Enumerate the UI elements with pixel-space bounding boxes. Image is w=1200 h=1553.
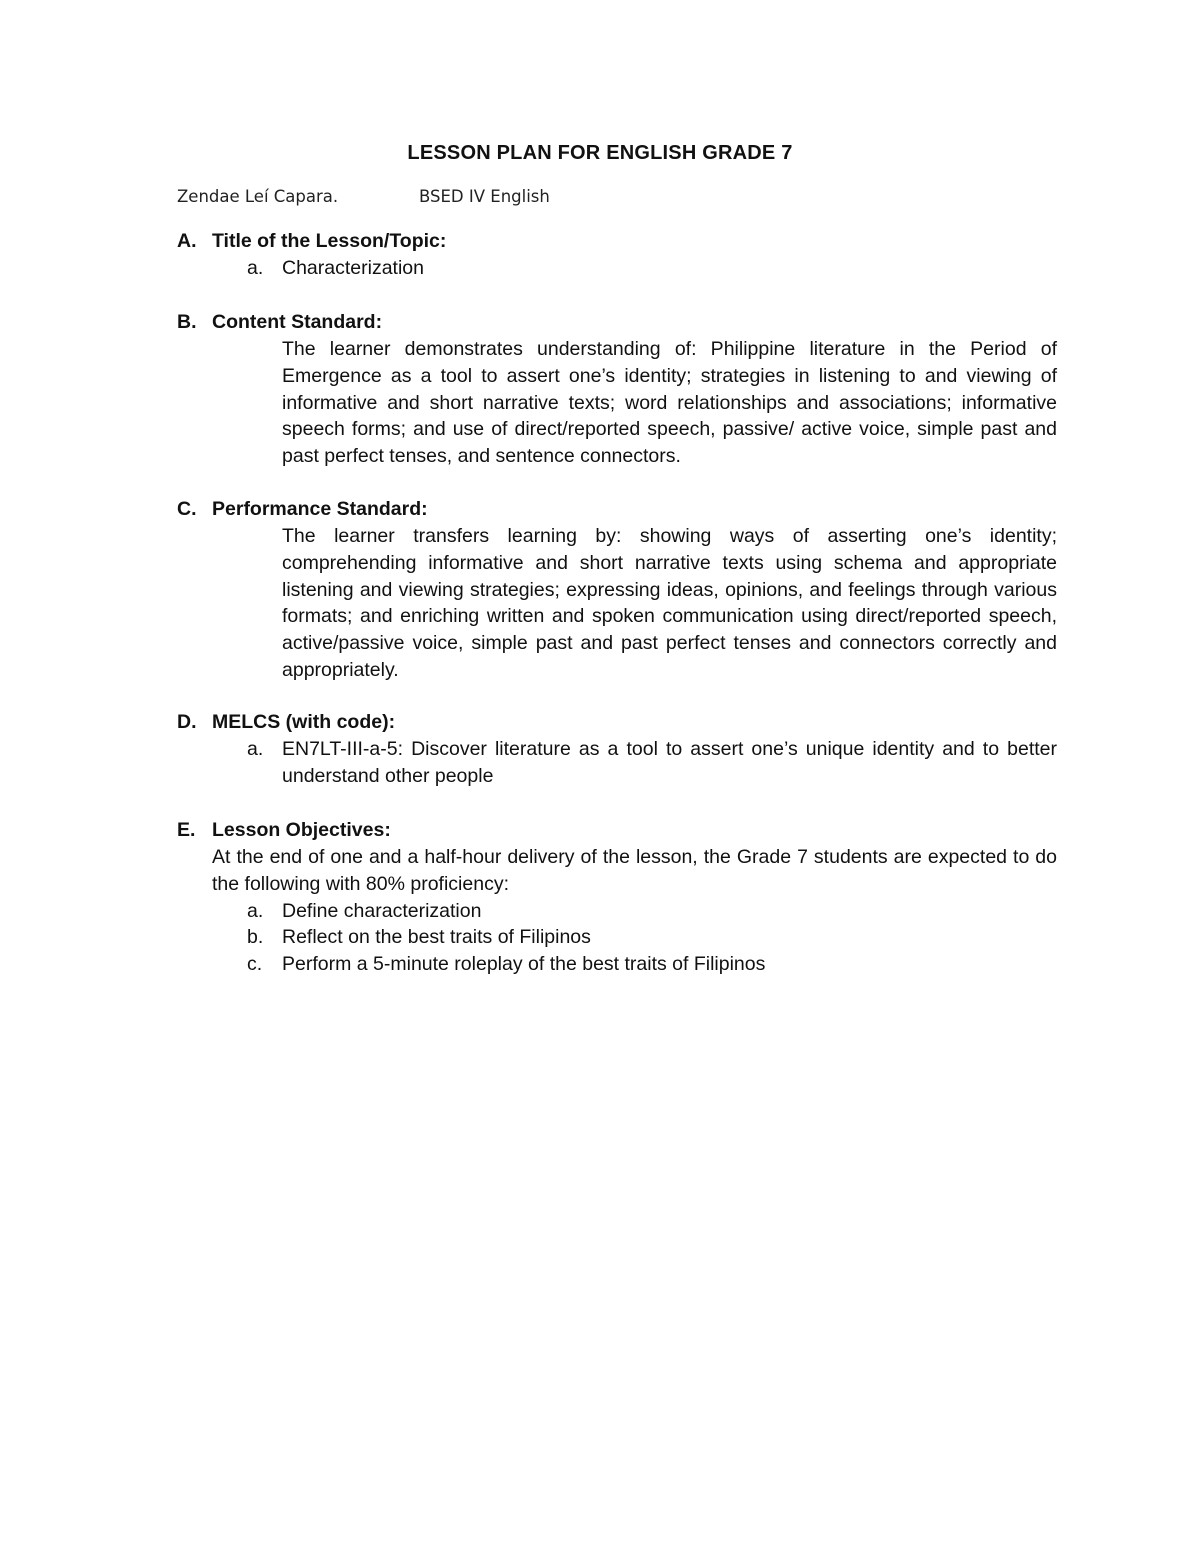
author-name: Zendae Leí Capara. bbox=[177, 187, 339, 206]
list-item-text: Characterization bbox=[282, 257, 424, 279]
page-title: LESSON PLAN FOR ENGLISH GRADE 7 bbox=[407, 142, 793, 164]
author-line bbox=[177, 187, 550, 206]
section-letter: D. bbox=[177, 711, 197, 733]
list-item bbox=[247, 924, 1057, 951]
section-paragraph: The learner demonstrates understanding of: Philippine literature in the Period of Emergence as a tool to assert one’s identity; strategies in listening to and viewing of informative and short narrative texts; word relationships and associations; informative speech forms; and use of direct/reported speech, passive/ active voice, simple past and past perfect tenses, and sentence connectors. bbox=[282, 338, 1057, 468]
list-marker: a. bbox=[247, 257, 264, 279]
section-heading-text: Lesson Objectives: bbox=[212, 819, 391, 841]
course-label: BSED IV English bbox=[419, 187, 550, 206]
list-item bbox=[247, 951, 1057, 978]
list-marker: b. bbox=[247, 926, 264, 949]
list-item-text: EN7LT-III-a-5: Discover literature as a tool to assert one’s unique identity and to better understand other people bbox=[282, 738, 1057, 787]
section-heading-text: MELCS (with code): bbox=[212, 711, 396, 733]
section-letter: E. bbox=[177, 819, 196, 841]
section-heading-text: Title of the Lesson/Topic: bbox=[212, 230, 447, 252]
section-heading-text: Performance Standard: bbox=[212, 498, 428, 520]
section-paragraph: The learner transfers learning by: showing ways of asserting one’s identity; comprehending informative and short narrative texts using schema and appropriate listening and viewing strategies; expressing ideas, opinions, and feelings through various formats; and enriching written and spoken communication using direct/reported speech, active/passive voice, simple past and past perfect tenses and connectors correctly and appropriately. bbox=[282, 525, 1057, 681]
section-title-of-lesson bbox=[177, 228, 1057, 282]
list-item bbox=[247, 898, 1057, 925]
list-marker: a. bbox=[247, 738, 264, 760]
section-paragraph: At the end of one and a half-hour delivery of the lesson, the Grade 7 students are expected to do the following with 80% proficiency: bbox=[212, 846, 1057, 895]
section-heading bbox=[177, 709, 1057, 736]
section-heading bbox=[177, 496, 1057, 523]
section-letter: B. bbox=[177, 311, 197, 333]
list-item-text: Perform a 5-minute roleplay of the best traits of Filipinos bbox=[282, 953, 766, 976]
section-content-standard bbox=[177, 309, 1057, 470]
section-heading bbox=[177, 228, 1057, 255]
list-item bbox=[247, 736, 1057, 790]
section-heading bbox=[177, 309, 1057, 336]
list-item-text: Reflect on the best traits of Filipinos bbox=[282, 926, 591, 949]
list-marker: a. bbox=[247, 899, 264, 922]
list-item bbox=[247, 255, 1057, 282]
list-item-text: Define characterization bbox=[282, 899, 482, 922]
section-letter: C. bbox=[177, 498, 197, 520]
section-letter: A. bbox=[177, 230, 197, 252]
section-performance-standard bbox=[177, 496, 1057, 684]
section-heading-text: Content Standard: bbox=[212, 311, 383, 333]
section-melcs bbox=[177, 709, 1057, 790]
section-heading bbox=[177, 817, 1057, 844]
section-lesson-objectives bbox=[177, 817, 1057, 978]
list-marker: c. bbox=[247, 953, 263, 976]
